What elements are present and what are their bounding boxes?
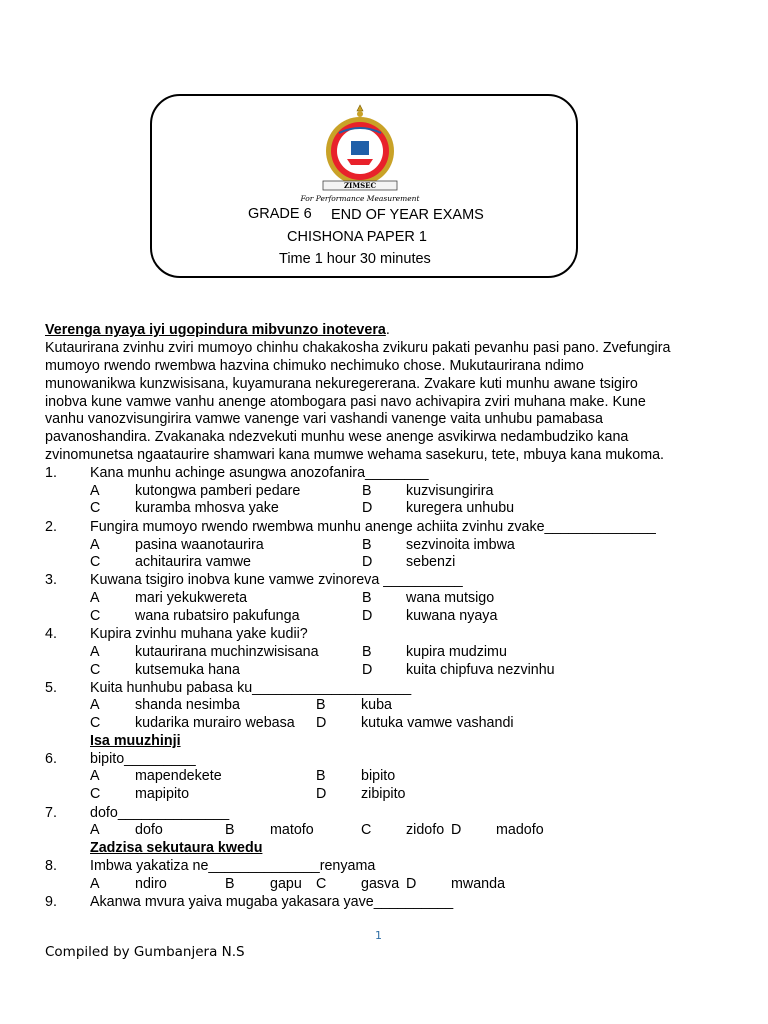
option-b: kupira mudzimu [406,644,507,660]
option-b: wana mutsigo [406,590,495,606]
question-number: 5. [45,680,57,696]
option-d: mwanda [451,876,506,892]
option-letter: C [90,500,101,516]
option-letter: B [316,697,326,713]
option-c: achitaurira vamwe [135,554,252,570]
option-letter: D [362,662,373,678]
option-b: gapu [270,876,302,892]
option-letter: C [316,876,327,892]
option-d: kutuka vamwe vashandi [361,715,514,731]
question-text: dofo______________ [90,805,230,821]
section-heading: Isa muuzhinji [90,733,181,749]
question-number: 4. [45,626,57,642]
question-text: Akanwa mvura yaiva mugaba yakasara yave__________ [90,894,454,910]
question-number: 1. [45,465,57,481]
option-c: zidofo [406,822,445,838]
option-b: kuba [361,697,393,713]
question-text: Kupira zvinhu muhana yake kudii? [90,626,308,642]
option-letter: B [316,768,326,784]
option-b: sezvinoita imbwa [406,537,515,553]
passage-line: vanhu vanozvisungirira vamwe vanenge vari vashandi vanenge vaita unhubu pamabasa [45,411,603,427]
option-letter: D [316,715,327,731]
passage-line: mumoyo rwendo rwembwa hazvina chimuko nechimuko chose. Mukutaurirana ndimo [45,358,584,374]
footer-credit: Compiled by Gumbanjera N.S [45,944,245,960]
passage-line: munowanikwa kunzwisisana, kuyamurana nekuregererana. Zvakare kuti munhu awane tsigiro [45,376,638,392]
option-letter: B [362,537,372,553]
logo-name-text: ZIMSEC [343,181,377,190]
option-letter: C [90,608,101,624]
page-number: 1 [375,929,382,942]
option-a: kutaurirana muchinzwisisana [135,644,319,660]
option-b: bipito [361,768,396,784]
question-text: Kuita hunhubu pabasa ku____________________ [90,680,412,696]
option-letter: D [362,554,373,570]
option-letter: A [90,768,100,784]
option-d: sebenzi [406,554,456,570]
option-letter: A [90,876,100,892]
option-c: kudarika murairo webasa [135,715,295,731]
question-number: 6. [45,751,57,767]
passage-instruction: Verenga nyaya iyi ugopindura mibvunzo inotevera. [45,322,390,338]
option-letter: D [451,822,462,838]
option-letter: D [406,876,417,892]
exam-duration: Time 1 hour 30 minutes [279,251,431,267]
question-number: 9. [45,894,57,910]
zimsec-logo [295,101,425,205]
option-letter: B [225,876,235,892]
option-a: shanda nesimba [135,697,240,713]
option-b: kuzvisungirira [406,483,494,499]
option-c: gasva [361,876,400,892]
option-letter: A [90,822,100,838]
option-a: ndiro [135,876,167,892]
question-text: Kuwana tsigiro inobva kune vamwe zvinoreva __________ [90,572,463,588]
option-d: madofo [496,822,544,838]
question-text: Kana munhu achinge asungwa anozofanira________ [90,465,429,481]
option-a: dofo [135,822,163,838]
option-letter: A [90,590,100,606]
option-c: wana rubatsiro pakufunga [135,608,300,624]
option-letter: B [362,590,372,606]
option-letter: C [90,662,101,678]
question-text: bipito_________ [90,751,196,767]
question-number: 2. [45,519,57,535]
option-letter: B [362,644,372,660]
option-b: matofo [270,822,314,838]
option-d: kuwana nyaya [406,608,498,624]
question-number: 8. [45,858,57,874]
question-number: 7. [45,805,57,821]
option-letter: D [316,786,327,802]
option-letter: B [362,483,372,499]
option-letter: A [90,697,100,713]
grade-label: GRADE 6 [248,206,312,222]
passage-line: Kutaurirana zvinhu zviri mumoyo chinhu chakakosha zvikuru pakati pevanhu pasi pano. Zvefungira [45,340,671,356]
passage-line: pavanoshandira. Zvakanaka ndezvekuti munhu wese anenge asvikirwa nedambudziko kana [45,429,629,445]
option-letter: D [362,500,373,516]
question-number: 3. [45,572,57,588]
passage-line: inobva kune vamwe vanhu anenge atombogara pasi navo achivapira zviri muhana make. Kune [45,394,646,410]
option-letter: C [90,715,101,731]
logo-motto-text: For Performance Measurement [300,194,420,203]
section-heading: Zadzisa sekutaura kwedu [90,840,263,856]
option-a: kutongwa pamberi pedare [135,483,301,499]
question-text: Imbwa yakatiza ne______________renyama [90,858,376,874]
option-letter: A [90,483,100,499]
option-a: mapendekete [135,768,222,784]
option-c: kutsemuka hana [135,662,240,678]
paper-title: CHISHONA PAPER 1 [287,229,427,245]
option-letter: A [90,537,100,553]
option-letter: C [361,822,372,838]
question-text: Fungira mumoyo rwendo rwembwa munhu anenge achiita zvinhu zvake______________ [90,519,656,535]
option-d: kuita chipfuva nezvinhu [406,662,555,678]
option-c: kuramba mhosva yake [135,500,279,516]
option-letter: A [90,644,100,660]
exam-title: END OF YEAR EXAMS [331,207,484,223]
option-letter: C [90,786,101,802]
option-letter: B [225,822,235,838]
option-d: kuregera unhubu [406,500,515,516]
option-letter: D [362,608,373,624]
option-a: pasina waanotaurira [135,537,264,553]
option-letter: C [90,554,101,570]
passage-line: zvinomunetsa ngaataurire shamwari kana mumwe wehama sasekuru, tete, mbuya kana mukoma. [45,447,665,463]
option-c: mapipito [135,786,190,802]
option-d: zibipito [361,786,406,802]
option-a: mari yekukwereta [135,590,248,606]
